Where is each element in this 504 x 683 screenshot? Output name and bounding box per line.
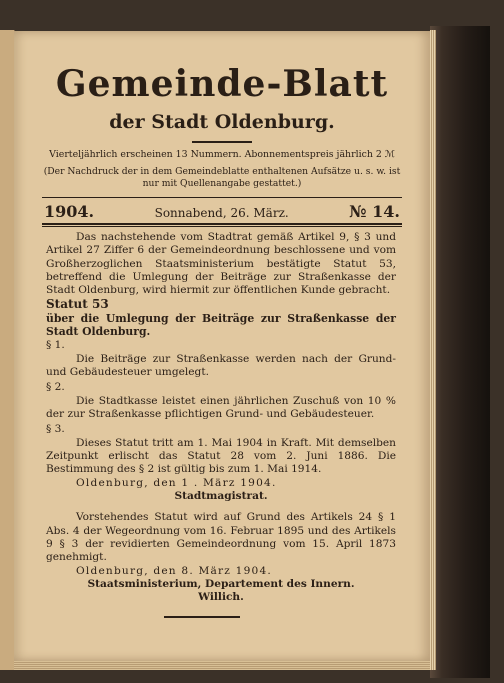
issue-rule-bottom-thin bbox=[42, 226, 402, 227]
subscription-info: Vierteljährlich erscheinen 13 Nummern. Abonnementspreis jährlich 2 ℳ bbox=[49, 149, 395, 160]
page-stack-edge bbox=[430, 30, 436, 670]
issue-rule-top bbox=[42, 197, 402, 198]
issue-date: Sonnabend, 26. März. bbox=[154, 206, 289, 220]
page-stack-bottom bbox=[14, 661, 430, 670]
section-3-label: § 3. bbox=[46, 422, 65, 435]
document-page bbox=[14, 31, 430, 661]
issue-line bbox=[44, 202, 400, 221]
section-1-text: Die Beiträge zur Straßenkasse werden nach der Grund- und Gebäudesteuer umgelegt. bbox=[46, 353, 396, 379]
closing-rule bbox=[164, 616, 240, 618]
issue-year: 1904. bbox=[44, 202, 95, 221]
approval-paragraph: Vorstehendes Statut wird auf Grund des Artikels 24 § 1 Abs. 4 der Wegeordnung vom 16. Februar 1895 und des Artikels 9 § 3 der revidierten Gemeindeordnung vom 15. April 1873 genehmigt. bbox=[46, 511, 396, 564]
reprint-notice: (Der Nachdruck der in dem Gemeindeblatte enthaltenen Aufsätze u. s. w. ist nur mit Quellenangabe gestattet.) bbox=[43, 166, 401, 189]
book-binding bbox=[430, 26, 490, 678]
statute-subject: über die Umlegung der Beiträge zur Straßenkasse der Stadt Oldenburg. bbox=[46, 311, 396, 338]
masthead-subtitle: der Stadt Oldenburg. bbox=[109, 111, 335, 133]
issue-number: № 14. bbox=[349, 202, 400, 221]
signatory-name: Willich. bbox=[198, 591, 244, 604]
section-2-label: § 2. bbox=[46, 380, 65, 393]
article-body bbox=[46, 231, 396, 604]
intro-paragraph: Das nachstehende vom Stadtrat gemäß Artikel 9, § 3 und Artikel 27 Ziffer 6 der Gemeindeordnung beschlossene und vom Großherzoglichen Staatsministerium bestätigte Statut 53, betreffend die Umlegung der Beiträge zur Straßenkasse der Stadt Oldenburg, wird hiermit zur öffentlichen Kunde gebracht. bbox=[46, 231, 396, 297]
statute-heading: Statut 53 bbox=[46, 297, 109, 312]
issue-rule-bottom bbox=[42, 223, 402, 225]
section-1-label: § 1. bbox=[46, 338, 65, 351]
ministry-signature: Staatsministerium, Departement des Innern. bbox=[87, 577, 355, 590]
masthead-rule bbox=[192, 141, 252, 143]
magistrate-signature: Stadtmagistrat. bbox=[174, 490, 268, 503]
place-date-1: Oldenburg, den 1 . März 1904. bbox=[76, 476, 277, 489]
place-date-2: Oldenburg, den 8. März 1904. bbox=[76, 564, 272, 577]
masthead-title: Gemeinde-Blatt bbox=[55, 63, 389, 105]
section-2-text: Die Stadtkasse leistet einen jährlichen Zuschuß von 10 % der zur Straßenkasse pflichtigen Grund- und Gebäudesteuer. bbox=[46, 394, 396, 421]
facing-page-edge bbox=[0, 30, 15, 670]
section-3-text: Dieses Statut tritt am 1. Mai 1904 in Kraft. Mit demselben Zeitpunkt erlischt das Statut 28 vom 2. Juni 1886. Die Bestimmung des § 2 ist gültig bis zum 1. Mai 1914. bbox=[46, 436, 396, 476]
